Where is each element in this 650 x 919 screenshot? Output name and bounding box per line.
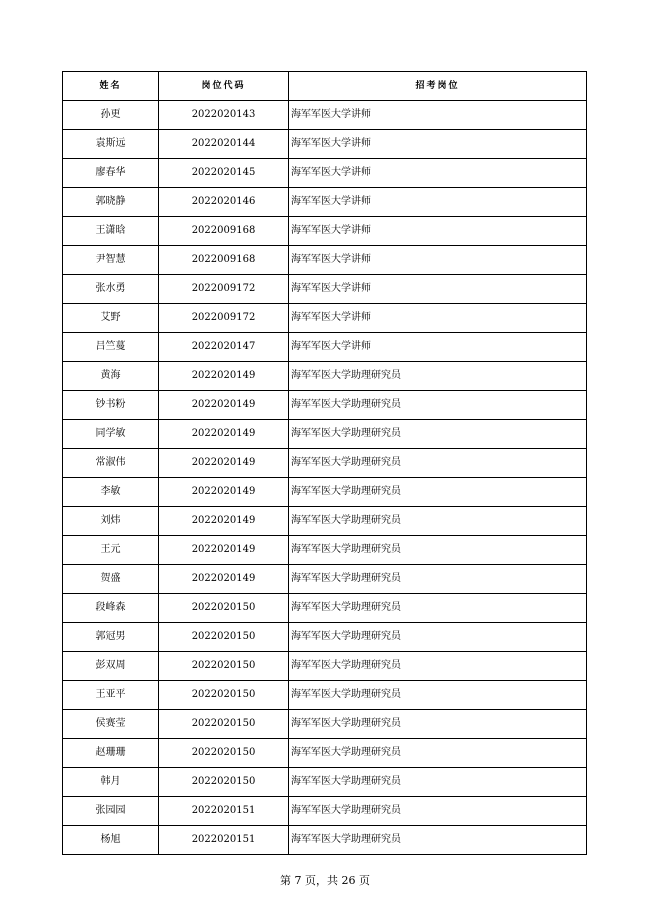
- cell-post: 海军军医大学助理研究员: [289, 594, 587, 623]
- cell-name: 段峰森: [63, 594, 159, 623]
- cell-post: 海军军医大学讲师: [289, 304, 587, 333]
- cell-post: 海军军医大学讲师: [289, 188, 587, 217]
- cell-name: 赵珊珊: [63, 739, 159, 768]
- table-row: [63, 130, 587, 159]
- header-row: [63, 72, 587, 101]
- header-name: 姓名: [63, 72, 159, 101]
- cell-post: 海军军医大学助理研究员: [289, 565, 587, 594]
- cell-code: 2022020149: [159, 449, 289, 478]
- footer-middle: 页，共: [305, 874, 338, 887]
- cell-name: 廖春华: [63, 159, 159, 188]
- cell-post: 海军军医大学助理研究员: [289, 797, 587, 826]
- cell-name: 艾野: [63, 304, 159, 333]
- cell-name: 黄海: [63, 362, 159, 391]
- footer-suffix: 页: [359, 874, 370, 887]
- roster-table: [62, 71, 587, 855]
- cell-post: 海军军医大学讲师: [289, 159, 587, 188]
- cell-name: 张园园: [63, 797, 159, 826]
- cell-name: 吕竺蔓: [63, 333, 159, 362]
- table-row: [63, 797, 587, 826]
- cell-code: 2022020146: [159, 188, 289, 217]
- cell-post: 海军军医大学助理研究员: [289, 739, 587, 768]
- table-row: [63, 188, 587, 217]
- table-row: [63, 478, 587, 507]
- header-post: 招考岗位: [289, 72, 587, 101]
- cell-name: 王亚平: [63, 681, 159, 710]
- cell-name: 韩月: [63, 768, 159, 797]
- cell-post: 海军军医大学助理研究员: [289, 768, 587, 797]
- cell-code: 2022020150: [159, 710, 289, 739]
- cell-code: 2022020143: [159, 101, 289, 130]
- cell-post: 海军军医大学讲师: [289, 246, 587, 275]
- table-header: [63, 72, 587, 101]
- table-row: [63, 304, 587, 333]
- footer-prefix: 第: [280, 874, 291, 887]
- cell-post: 海军军医大学助理研究员: [289, 623, 587, 652]
- table-row: [63, 594, 587, 623]
- cell-name: 尹智慧: [63, 246, 159, 275]
- table-row: [63, 710, 587, 739]
- cell-name: 郭冠男: [63, 623, 159, 652]
- cell-post: 海军军医大学助理研究员: [289, 478, 587, 507]
- footer-current-page: 7: [294, 874, 302, 887]
- cell-post: 海军军医大学助理研究员: [289, 449, 587, 478]
- cell-code: 2022020145: [159, 159, 289, 188]
- cell-code: 2022020150: [159, 652, 289, 681]
- cell-name: 杨旭: [63, 826, 159, 855]
- cell-name: 彭双周: [63, 652, 159, 681]
- table-row: [63, 333, 587, 362]
- table-row: [63, 217, 587, 246]
- cell-code: 2022020150: [159, 739, 289, 768]
- cell-code: 2022009172: [159, 304, 289, 333]
- table-row: [63, 681, 587, 710]
- table-row: [63, 362, 587, 391]
- cell-name: 张水勇: [63, 275, 159, 304]
- cell-name: 常淑伟: [63, 449, 159, 478]
- cell-post: 海军军医大学助理研究员: [289, 391, 587, 420]
- cell-code: 2022020149: [159, 362, 289, 391]
- cell-code: 2022009168: [159, 246, 289, 275]
- cell-post: 海军军医大学讲师: [289, 275, 587, 304]
- cell-code: 2022020144: [159, 130, 289, 159]
- cell-post: 海军军医大学讲师: [289, 101, 587, 130]
- table-row: [63, 623, 587, 652]
- footer-total-pages: 26: [341, 874, 356, 887]
- cell-name: 王潇晗: [63, 217, 159, 246]
- cell-name: 王元: [63, 536, 159, 565]
- cell-code: 2022020150: [159, 623, 289, 652]
- table-row: [63, 101, 587, 130]
- cell-post: 海军军医大学助理研究员: [289, 652, 587, 681]
- cell-name: 贺盛: [63, 565, 159, 594]
- table-row: [63, 565, 587, 594]
- cell-name: 刘炜: [63, 507, 159, 536]
- table-row: [63, 159, 587, 188]
- cell-post: 海军军医大学讲师: [289, 130, 587, 159]
- cell-name: 李敏: [63, 478, 159, 507]
- cell-code: 2022020149: [159, 391, 289, 420]
- cell-code: 2022020147: [159, 333, 289, 362]
- cell-code: 2022009168: [159, 217, 289, 246]
- cell-name: 孙更: [63, 101, 159, 130]
- cell-code: 2022020149: [159, 565, 289, 594]
- cell-code: 2022020149: [159, 507, 289, 536]
- cell-code: 2022020150: [159, 681, 289, 710]
- cell-post: 海军军医大学助理研究员: [289, 710, 587, 739]
- cell-post: 海军军医大学助理研究员: [289, 536, 587, 565]
- cell-code: 2022020151: [159, 797, 289, 826]
- cell-name: 袁斯远: [63, 130, 159, 159]
- cell-post: 海军军医大学助理研究员: [289, 826, 587, 855]
- cell-code: 2022009172: [159, 275, 289, 304]
- cell-post: 海军军医大学助理研究员: [289, 681, 587, 710]
- table-row: [63, 739, 587, 768]
- cell-name: 郭晓静: [63, 188, 159, 217]
- cell-post: 海军军医大学助理研究员: [289, 507, 587, 536]
- cell-name: 钞书粉: [63, 391, 159, 420]
- cell-post: 海军军医大学助理研究员: [289, 420, 587, 449]
- table-row: [63, 275, 587, 304]
- cell-code: 2022020149: [159, 536, 289, 565]
- table-row: [63, 652, 587, 681]
- cell-name: 侯赛莹: [63, 710, 159, 739]
- cell-code: 2022020150: [159, 594, 289, 623]
- table-row: [63, 826, 587, 855]
- cell-post: 海军军医大学讲师: [289, 333, 587, 362]
- cell-code: 2022020150: [159, 768, 289, 797]
- table-row: [63, 420, 587, 449]
- cell-code: 2022020149: [159, 420, 289, 449]
- cell-post: 海军军医大学讲师: [289, 217, 587, 246]
- page-footer: [0, 872, 650, 888]
- table-body: [63, 101, 587, 855]
- table-row: [63, 768, 587, 797]
- table-row: [63, 507, 587, 536]
- table-row: [63, 449, 587, 478]
- table-row: [63, 536, 587, 565]
- cell-code: 2022020149: [159, 478, 289, 507]
- table-row: [63, 246, 587, 275]
- table-row: [63, 391, 587, 420]
- cell-post: 海军军医大学助理研究员: [289, 362, 587, 391]
- cell-code: 2022020151: [159, 826, 289, 855]
- cell-name: 同学敏: [63, 420, 159, 449]
- header-code: 岗位代码: [159, 72, 289, 101]
